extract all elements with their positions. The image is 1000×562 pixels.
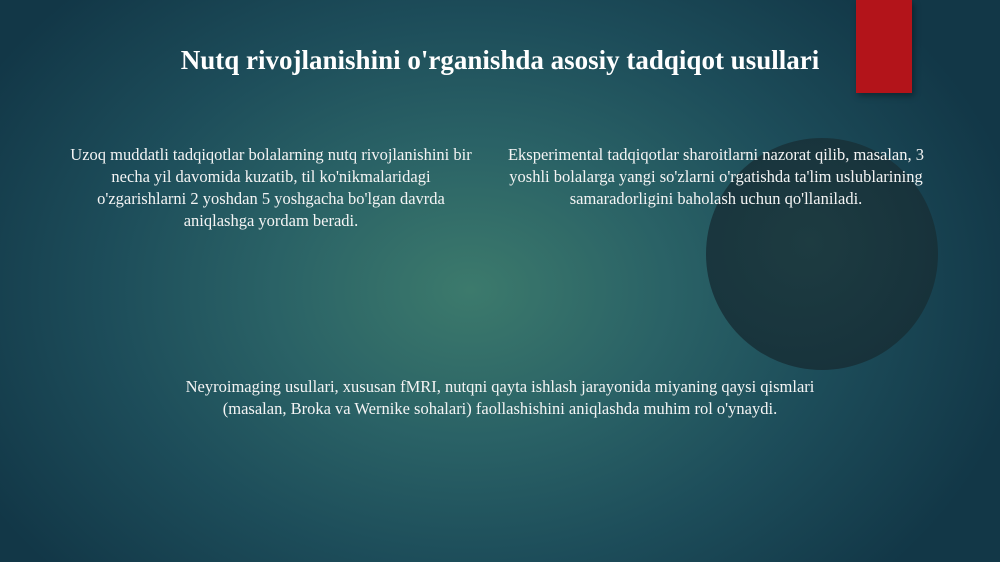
paragraph-longitudinal: Uzoq muddatli tadqiqotlar bolalarning nutq rivojlanishini bir necha yil davomida kuzatib, til ko'nikmalaridagi o'zgarishlarni 2 yoshdan 5 yoshgacha bo'lgan davrda aniqlashga yordam beradi.	[70, 145, 472, 230]
slide-title: Nutq rivojlanishini o'rganishda asosiy tadqiqot usullari	[180, 45, 820, 75]
paragraph-neuroimaging: Neyroimaging usullari, xususan fMRI, nutqni qayta ishlash jarayonida miyaning qaysi qismlari (masalan, Broka va Wernike sohalari) faollashishini aniqlashda muhim rol o'ynaydi.	[185, 377, 815, 418]
paragraph-experimental: Eksperimental tadqiqotlar sharoitlarni nazorat qilib, masalan, 3 yoshli bolalarga yangi so'zlarni o'rgatishda ta'lim uslublarining samaradorligini baholash uchun qo'llaniladi.	[507, 145, 925, 208]
